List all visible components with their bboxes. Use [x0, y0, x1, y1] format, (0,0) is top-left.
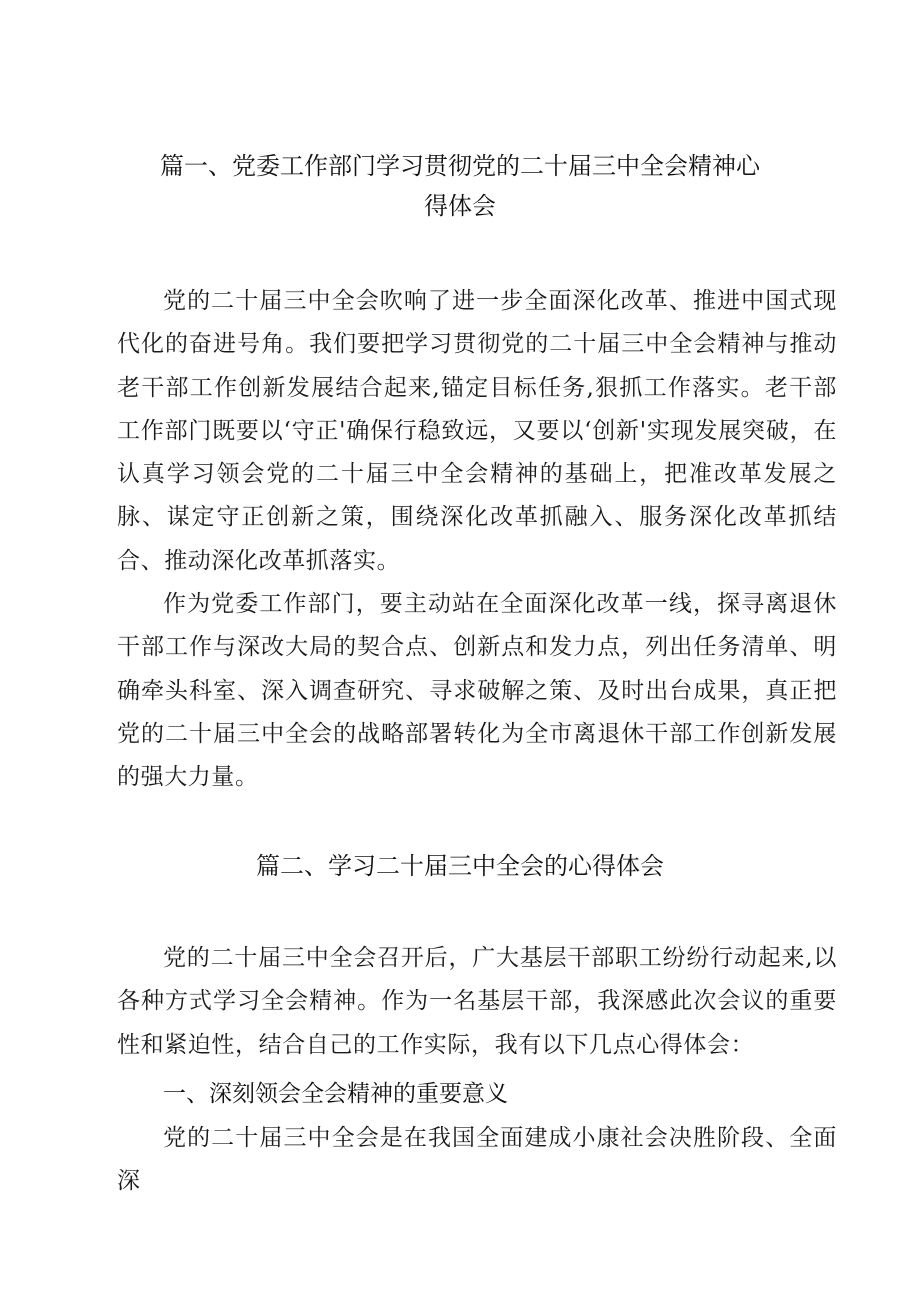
section2-subheading: 一、深刻领会全会精神的重要意义: [163, 1081, 508, 1107]
section1-title-text: 篇一、党委工作部门学习贯彻党的二十届三中全会精神心得体会: [160, 152, 760, 220]
section1-title: [0, 146, 920, 226]
section2-title: 篇二、学习二十届三中全会的心得体会: [256, 852, 664, 880]
section2-body-paragraph: 党的二十届三中全会是在我国全面建成小康社会决胜阶段、全面深: [117, 1125, 837, 1195]
section1-paragraph-2: 作为党委工作部门，要主动站在全面深化改革一线，探寻离退休干部工作与深改大局的契合点、创新点和发力点，列出任务清单、明确牵头科室、深入调查研究、寻求破解之策、及时出台成果，真正把党的二十届三中全会的战略部署转化为全市离退休干部工作创新发展的强大力量。: [117, 591, 837, 791]
section2-intro-paragraph: 党的二十届三中全会召开后，广大基层干部职工纷纷行动起来,以各种方式学习全会精神。作为一名基层干部，我深感此次会议的重要性和紧迫性，结合自己的工作实际，我有以下几点心得体会：: [117, 945, 837, 1058]
section1-paragraph-1: 党的二十届三中全会吹响了进一步全面深化改革、推进中国式现代化的奋进号角。我们要把学习贯彻党的二十届三中全会精神与推动老干部工作创新发展结合起来,锚定目标任务,狠抓工作落实。老干部工作部门既要以‘守正'确保行稳致远，又要以‘创新'实现发展突破，在认真学习领会党的二十届三中全会精神的基础上，把准改革发展之脉、谋定守正创新之策，围绕深化改革抓融入、服务深化改革抓结合、推动深化改革抓落实。: [117, 288, 837, 574]
